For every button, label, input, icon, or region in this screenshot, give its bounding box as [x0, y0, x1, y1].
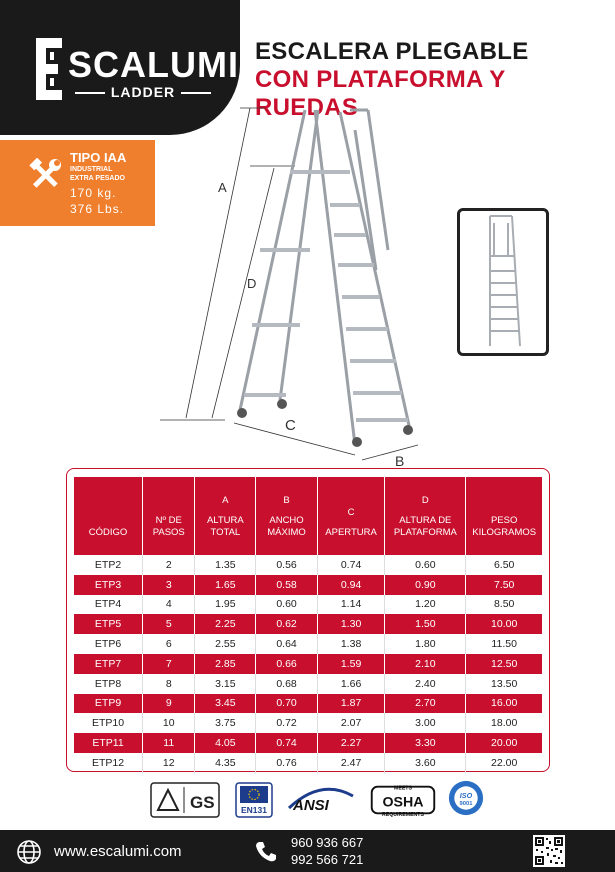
table-cell: 1.14: [317, 595, 385, 615]
table-cell: 3.60: [385, 753, 466, 773]
table-cell: 2: [143, 555, 195, 575]
table-cell: 11.50: [491, 638, 517, 651]
header-max-width: B ANCHO MÁXIMO: [256, 477, 317, 555]
table-row: [74, 575, 542, 595]
table-cell: 0.62: [256, 614, 317, 634]
table-cell: 11: [143, 733, 195, 753]
table-cell: 8.50: [493, 598, 515, 611]
osha-top-label: MEETS: [394, 785, 412, 792]
table-cell: 2.07: [317, 713, 385, 733]
table-cell: ETP12: [74, 753, 143, 773]
table-cell: 0.58: [256, 575, 317, 595]
table-cell: 12: [143, 753, 195, 773]
page-title-line1: ESCALERA PLEGABLE: [255, 38, 529, 65]
specs-table: [74, 477, 542, 773]
table-cell: 7.50: [466, 575, 542, 595]
table-row: [74, 595, 542, 615]
badge-capacity-kg: 170 kg.: [70, 186, 117, 200]
table-row: [74, 614, 542, 634]
table-cell: 0.66: [256, 654, 317, 674]
badge-class-line1: INDUSTRIAL: [70, 166, 113, 173]
header-total-height: A ALTURA TOTAL: [195, 477, 256, 555]
table-cell: 1.59: [317, 654, 385, 674]
iso-number: 9001: [459, 801, 473, 808]
table-cell: 0.60: [256, 595, 317, 615]
table-cell: 2.85: [195, 654, 256, 674]
table-cell: 3.75: [195, 713, 256, 733]
table-cell: 0.56: [256, 555, 317, 575]
table-cell: 9: [143, 694, 195, 714]
table-cell: 4.35: [195, 753, 256, 773]
table-cell: 4: [143, 595, 195, 615]
table-cell: 2.40: [385, 674, 466, 694]
table-cell: ETP8: [74, 674, 143, 694]
table-cell: ETP10: [74, 713, 143, 733]
table-cell: 1.20: [385, 595, 466, 615]
table-row: [74, 674, 542, 694]
qr-code-icon[interactable]: [533, 835, 565, 867]
header-code: CÓDIGO: [74, 477, 143, 555]
badge-type: TIPO IAA: [70, 150, 127, 165]
iso-certification-icon: [446, 780, 486, 816]
page-title-line2: CON PLATAFORMA Y RUEDAS: [255, 66, 506, 121]
table-row: [74, 634, 542, 654]
badge-capacity-lbs: 376 Lbs.: [70, 202, 125, 216]
iso-label: ISO: [459, 791, 473, 800]
table-cell: ETP3: [74, 575, 143, 595]
phone-number-2[interactable]: 992 566 721: [291, 852, 364, 867]
osha-label: OSHA: [382, 794, 424, 811]
table-row: [74, 654, 542, 674]
table-cell: 6: [143, 634, 195, 654]
table-cell: 1.38: [317, 634, 385, 654]
en131-certification-icon: [235, 782, 273, 818]
ansi-label: ANSI: [293, 797, 329, 814]
brand-logo-e-icon: [36, 38, 66, 100]
table-cell: 1.35: [195, 555, 256, 575]
table-row: [74, 753, 542, 773]
footer: [0, 830, 615, 872]
table-cell: ETP6: [74, 634, 143, 654]
table-cell: 1.30: [317, 614, 385, 634]
table-cell: 1.65: [195, 575, 256, 595]
table-cell: ETP5: [74, 614, 143, 634]
ladder-thumbnail: [457, 208, 549, 356]
table-cell: ETP4: [74, 595, 143, 615]
en131-label: EN131: [241, 805, 267, 815]
table-cell: 7: [143, 654, 195, 674]
header-platform-height: D ALTURA DE PLATAFORMA: [385, 477, 466, 555]
table-cell: 3: [143, 575, 195, 595]
table-cell: 13.50: [491, 677, 518, 690]
brand-sub: LADDER: [68, 84, 218, 100]
gs-certification-icon: [150, 782, 220, 818]
table-cell: 2.10: [385, 654, 466, 674]
table-cell: 2.55: [195, 634, 256, 654]
table-cell: 10: [143, 713, 195, 733]
table-cell: 8: [143, 674, 195, 694]
osha-bottom-label: REQUIREMENTS: [382, 812, 424, 818]
gs-label: GS: [190, 793, 215, 812]
table-cell: 0.68: [256, 674, 317, 694]
dimension-label-b: B: [395, 453, 405, 469]
ansi-certification-icon: [285, 782, 357, 818]
table-cell: ETP11: [74, 733, 143, 753]
header-opening: C APERTURA: [317, 477, 385, 555]
table-cell: 5: [143, 614, 195, 634]
table-cell: 1.66: [317, 674, 385, 694]
table-cell: 4.05: [195, 733, 256, 753]
specs-table-body: [74, 555, 542, 773]
globe-icon: [16, 839, 42, 865]
table-cell: 1.50: [385, 614, 466, 634]
table-row: [74, 694, 542, 714]
osha-certification-icon: [369, 782, 437, 818]
table-cell: 3.45: [195, 694, 256, 714]
table-cell: 3.00: [385, 713, 466, 733]
table-cell: 18.00: [491, 717, 518, 730]
table-cell: 0.94: [317, 575, 385, 595]
header-steps: Nº DE PASOS: [143, 477, 195, 555]
table-cell: 6.50: [493, 558, 515, 571]
table-cell: 3.30: [385, 733, 466, 753]
table-cell: 0.60: [385, 555, 466, 575]
badge-class-line2: EXTRA PESADO: [70, 175, 125, 182]
table-cell: 12.50: [466, 654, 542, 674]
table-row: [74, 733, 542, 753]
table-cell: 0.74: [256, 733, 317, 753]
table-row: [74, 555, 542, 575]
wrench-hammer-icon: [28, 158, 62, 192]
table-cell: 2.47: [317, 753, 385, 773]
table-cell: ETP7: [74, 654, 143, 674]
table-cell: 0.64: [256, 634, 317, 654]
table-cell: 0.70: [256, 694, 317, 714]
table-cell: 0.74: [317, 555, 385, 575]
ladder-diagram: [150, 100, 450, 470]
table-cell: 22.00: [491, 756, 518, 769]
ladder-thumbnail-image: [460, 211, 546, 353]
table-cell: 1.87: [317, 694, 385, 714]
table-cell: 1.95: [195, 595, 256, 615]
specs-table-frame: [66, 468, 550, 772]
table-cell: ETP9: [74, 694, 143, 714]
dimension-label-c: C: [285, 417, 296, 434]
dimension-label-d: D: [247, 276, 257, 291]
website-link[interactable]: www.escalumi.com: [54, 843, 182, 860]
table-cell: 20.00: [466, 733, 542, 753]
table-cell: 16.00: [466, 694, 542, 714]
table-cell: 0.72: [256, 713, 317, 733]
table-cell: 1.80: [385, 634, 466, 654]
specs-header-row: [74, 477, 542, 555]
table-cell: 2.70: [385, 694, 466, 714]
table-cell: 10.00: [466, 614, 542, 634]
type-badge: [0, 140, 155, 226]
phone-icon: [254, 840, 278, 864]
brand-name: SCALUMI: [68, 44, 239, 85]
table-row: [74, 713, 542, 733]
table-cell: 2.25: [195, 614, 256, 634]
dimension-label-a: A: [218, 180, 227, 195]
table-cell: 3.15: [195, 674, 256, 694]
table-cell: 2.27: [317, 733, 385, 753]
header-weight: PESO KILOGRAMOS: [466, 477, 542, 555]
table-cell: 0.76: [256, 753, 317, 773]
table-cell: 0.90: [385, 575, 466, 595]
phone-number-1[interactable]: 960 936 667: [291, 835, 364, 850]
table-cell: ETP2: [74, 555, 143, 575]
